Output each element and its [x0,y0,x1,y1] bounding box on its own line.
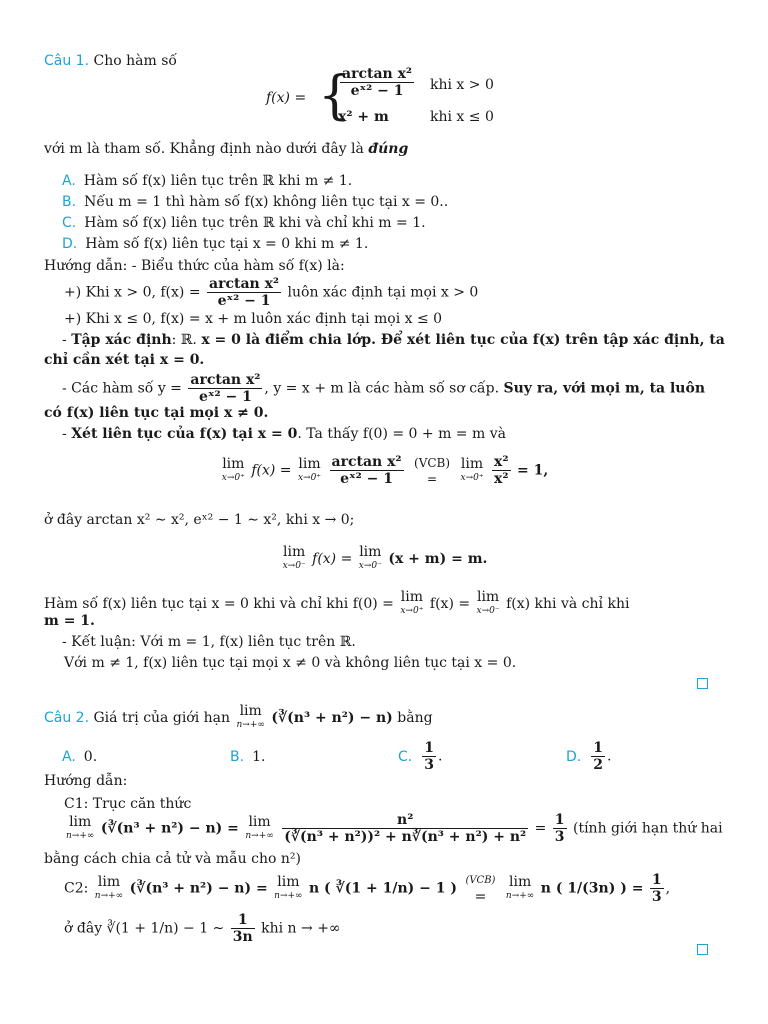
lim-word: lim [69,813,92,830]
option-tail: . [606,748,612,765]
q1-cont-b: f(x) = [429,596,471,612]
q1-right-frac [330,454,404,487]
lim-sub: n→+∞ [236,720,265,730]
q1-guide-head: Hướng dẫn: - Biểu thức của hàm số f(x) là: [44,258,345,274]
q1-option-d[interactable] [62,235,368,253]
q2-stem-b: bằng [397,710,433,726]
lim-sub: n→+∞ [505,890,535,901]
lim-word: lim [359,544,382,560]
q1-domain-dash: - [62,332,72,348]
q1-case1-den: eˣ² − 1 [217,293,271,309]
lim-word: lim [239,703,262,719]
q2-c2-vcb-label: (VCB) [465,874,496,886]
q1-vcb-eq [412,455,452,487]
q1-right-den2: x² [494,471,509,487]
lim-word: lim [277,873,300,890]
q2-option-d[interactable] [566,740,611,773]
q1-right-eq1: f(x) = [251,462,292,479]
q1-right-den: eˣ² − 1 [340,471,393,487]
q2-c1-head: C1: Trục căn thức [64,796,192,812]
lim-word: lim [222,455,245,472]
lim-word: lim [283,544,306,560]
q2-c2-note-num: 1 [231,912,255,929]
q2-c1-note-b: bằng cách chia cả tử và mẫu cho n²) [44,851,301,867]
q2-c2-note-den: 3n [232,929,253,945]
q1-case1 [64,276,478,309]
q1-cont-c: f(x) khi và chỉ khi [506,596,630,612]
q1-vcb-eq-sign: = [427,471,438,486]
q1-fx-label: f(x) = [266,90,307,106]
q2-option-c[interactable] [398,740,442,773]
q1-elem-frac [188,372,262,405]
lim-word: lim [248,813,271,830]
q2-c1-frac [282,812,528,845]
q1-elem-emph: Suy ra, với mọi m, ta luôn [503,380,706,397]
q2-c2-rden: 3 [651,889,662,905]
lim-sub: n→+∞ [66,830,95,841]
lim-sub: x→0⁺ [221,472,245,483]
lim-operator [245,815,273,843]
lim-sub: x→0⁺ [297,472,322,483]
q2-c2-lhs: (∛(n³ + n²) − n) = [129,880,268,897]
q2-c1-num: n² [282,812,528,829]
q1-brace: { [318,66,352,126]
q1-option-c[interactable] [62,214,426,232]
lim-word: lim [460,455,484,472]
q1-intro: Cho hàm số [93,53,177,69]
q1-option-a[interactable] [62,172,352,190]
q1-stem [44,140,408,158]
q2-header [44,704,433,732]
q1-left-rhs: (x + m) = m. [388,551,488,567]
q2-c1-result [553,812,567,845]
q1-equiv-note: ở đây arctan x² ∼ x², eˣ² − 1 ∼ x², khi x → 0; [44,512,355,528]
q2-c1-formula [64,812,723,845]
lim-word: lim [400,589,424,605]
option-text: 1. [252,749,266,765]
q2-c2-vcb-eq: = [474,888,487,905]
lim-operator [237,704,265,732]
lim-sub: x→0⁺ [400,606,424,616]
lim-sub: n→+∞ [94,890,124,901]
q1-check [62,425,506,443]
q1-stem-text: với m là tham số. Khẳng định nào dưới đây là [44,141,369,157]
q1-case1-num: arctan x² [209,276,280,292]
q2-c1-den: (∛(n³ + n²))² + n∛(n³ + n²) + n² [284,829,527,845]
q2-c1-rden: 3 [554,829,565,845]
q1-right-result: = 1, [516,462,549,479]
lim-sub: n→+∞ [245,830,274,841]
lim-word: lim [476,589,500,605]
q2-c2-note-a: ở đây ∛(1 + 1/n) − 1 ∼ [64,920,225,937]
lim-operator [298,457,321,485]
q2-stem-a: Giá trị của giới hạn [93,710,231,726]
option-key: C. [62,215,77,231]
q2-c2-note [64,912,341,945]
lim-operator [222,457,245,485]
q2-c2-result [650,872,664,905]
q1-vcb-label: (VCB) [414,455,451,470]
lim-operator [283,545,306,573]
q1-check-title: Xét liên tục của f(x) tại x = 0 [71,426,298,442]
q1-cont-d: m = 1. [44,613,95,629]
lim-word: lim [97,873,121,890]
lim-sub: n→+∞ [274,890,303,901]
lim-sub: x→0⁻ [476,606,500,616]
lim-operator [506,875,534,903]
lim-sub: x→0⁻ [358,561,382,571]
q1-cont-a: Hàm số f(x) liên tục tại x = 0 khi và chỉ khi f(0) = [44,596,394,612]
option-key: B. [62,194,77,210]
q1-piece1-cond: khi x > 0 [430,77,494,93]
lim-sub: x→0⁺ [460,472,484,483]
q1-case1-frac [207,276,281,309]
lim-operator [461,457,484,485]
q2-end-box-icon [697,944,708,955]
q2-c1-note-a: (tính giới hạn thứ hai [572,820,723,837]
q1-case1-lhs: +) Khi x > 0, f(x) = [64,284,201,301]
lim-operator [66,815,94,843]
q2-c2-rnum: 1 [651,872,662,888]
q1-check-dash: - [62,426,72,442]
q1-stem-emphasis: đúng [368,141,409,157]
option-tail: . [437,748,443,765]
lim-operator [359,545,382,573]
q1-label: Câu 1. [44,53,90,69]
q1-domain-set: : ℝ. [171,332,202,348]
q2-c2-vcb [463,873,497,905]
q1-elem-line1 [62,372,705,405]
q1-continuity [44,590,629,618]
q2-c1-rnum: 1 [554,812,565,828]
q2-option-a[interactable] [62,748,97,766]
q1-left-lhs: f(x) = [312,551,353,567]
option-key: D. [566,748,582,765]
q2-lim-expr: (∛(n³ + n²) − n) [271,710,393,726]
q1-right-num: arctan x² [331,454,402,470]
q1-option-b[interactable] [62,193,448,211]
q1-elem-mid: , y = x + m là các hàm số sơ cấp. [264,380,504,397]
option-frac [422,740,436,773]
q1-piece1-num: arctan x² [342,66,413,82]
q2-c1-lhs: (∛(n³ + n²) − n) = [100,820,239,837]
q1-right-frac2 [492,454,510,487]
option-key: C. [398,748,413,765]
q1-domain-line2: chỉ cần xét tại x = 0. [44,352,205,368]
option-text: Hàm số f(x) liên tục trên ℝ khi m ≠ 1. [83,173,353,189]
option-frac [591,740,605,773]
q2-c2-head: C2: [64,880,89,897]
q1-conclusion-a: - Kết luận: Với m = 1, f(x) liên tục trên ℝ. [62,634,356,650]
q1-piece1-den: eˣ² − 1 [350,83,404,99]
q1-check-text: . Ta thấy f(0) = 0 + m = m và [297,426,506,442]
q1-piece1-frac [340,66,414,99]
q1-case1-rhs: luôn xác định tại mọi x > 0 [287,284,479,301]
q1-elem-den: eˣ² − 1 [198,389,252,405]
q2-label: Câu 2. [44,710,90,726]
option-text: 0. [83,749,98,765]
option-key: A. [62,173,76,189]
option-num: 1 [593,740,603,756]
q2-c2-tail: , [665,880,671,897]
option-text: Nếu m = 1 thì hàm số f(x) không liên tục tại x = 0.. [84,194,449,210]
option-text: Hàm số f(x) liên tục tại x = 0 khi m ≠ 1. [85,236,369,252]
lim-operator [400,590,423,618]
q2-c2-note-frac [231,912,255,945]
q2-c2-rhs: n ( 1/(3n) ) = [540,880,644,897]
q1-header [44,52,177,70]
option-key: D. [62,236,78,252]
lim-operator [274,875,302,903]
q1-piece2-expr: x² + m [338,109,389,125]
option-text: Hàm số f(x) liên tục trên ℝ khi và chỉ khi m = 1. [84,215,426,231]
option-num: 1 [424,740,434,756]
q2-option-b[interactable] [230,748,265,766]
q1-piece2-cond: khi x ≤ 0 [430,109,494,125]
q2-guide-head: Hướng dẫn: [44,773,128,789]
q1-right-limit [0,454,768,487]
q2-c2-formula [64,872,670,905]
q1-end-box-icon [697,678,708,689]
q1-elem-num: arctan x² [190,372,261,388]
q1-elem-line2: có f(x) liên tục tại mọi x ≠ 0. [44,405,269,421]
q2-c1-eq: = [534,820,547,837]
option-den: 3 [424,757,434,773]
lim-operator [477,590,500,618]
lim-word: lim [509,873,532,890]
option-key: B. [230,749,245,765]
lim-sub: x→0⁻ [282,561,306,571]
q1-conclusion-b: Với m ≠ 1, f(x) liên tục tại mọi x ≠ 0 và không liên tục tại x = 0. [64,655,517,671]
option-key: A. [62,749,76,765]
q1-domain-title: Tập xác định [71,332,172,348]
q1-left-limit [0,545,768,573]
q1-domain-line1 [62,331,725,349]
q1-elem-lhs: - Các hàm số y = [62,380,182,397]
lim-operator [95,875,123,903]
q1-right-num2: x² [494,454,509,470]
q2-c2-note-b: khi n → +∞ [261,920,341,937]
lim-word: lim [298,455,321,472]
option-den: 2 [593,757,603,773]
q1-case2: +) Khi x ≤ 0, f(x) = x + m luôn xác định tại mọi x ≤ 0 [64,311,443,327]
q1-domain-note: x = 0 là điểm chia lớp. Để xét liên tục của f(x) trên tập xác định, ta [201,332,725,348]
q2-c2-mid: n ( ∛(1 + 1/n) − 1 ) [309,880,457,897]
